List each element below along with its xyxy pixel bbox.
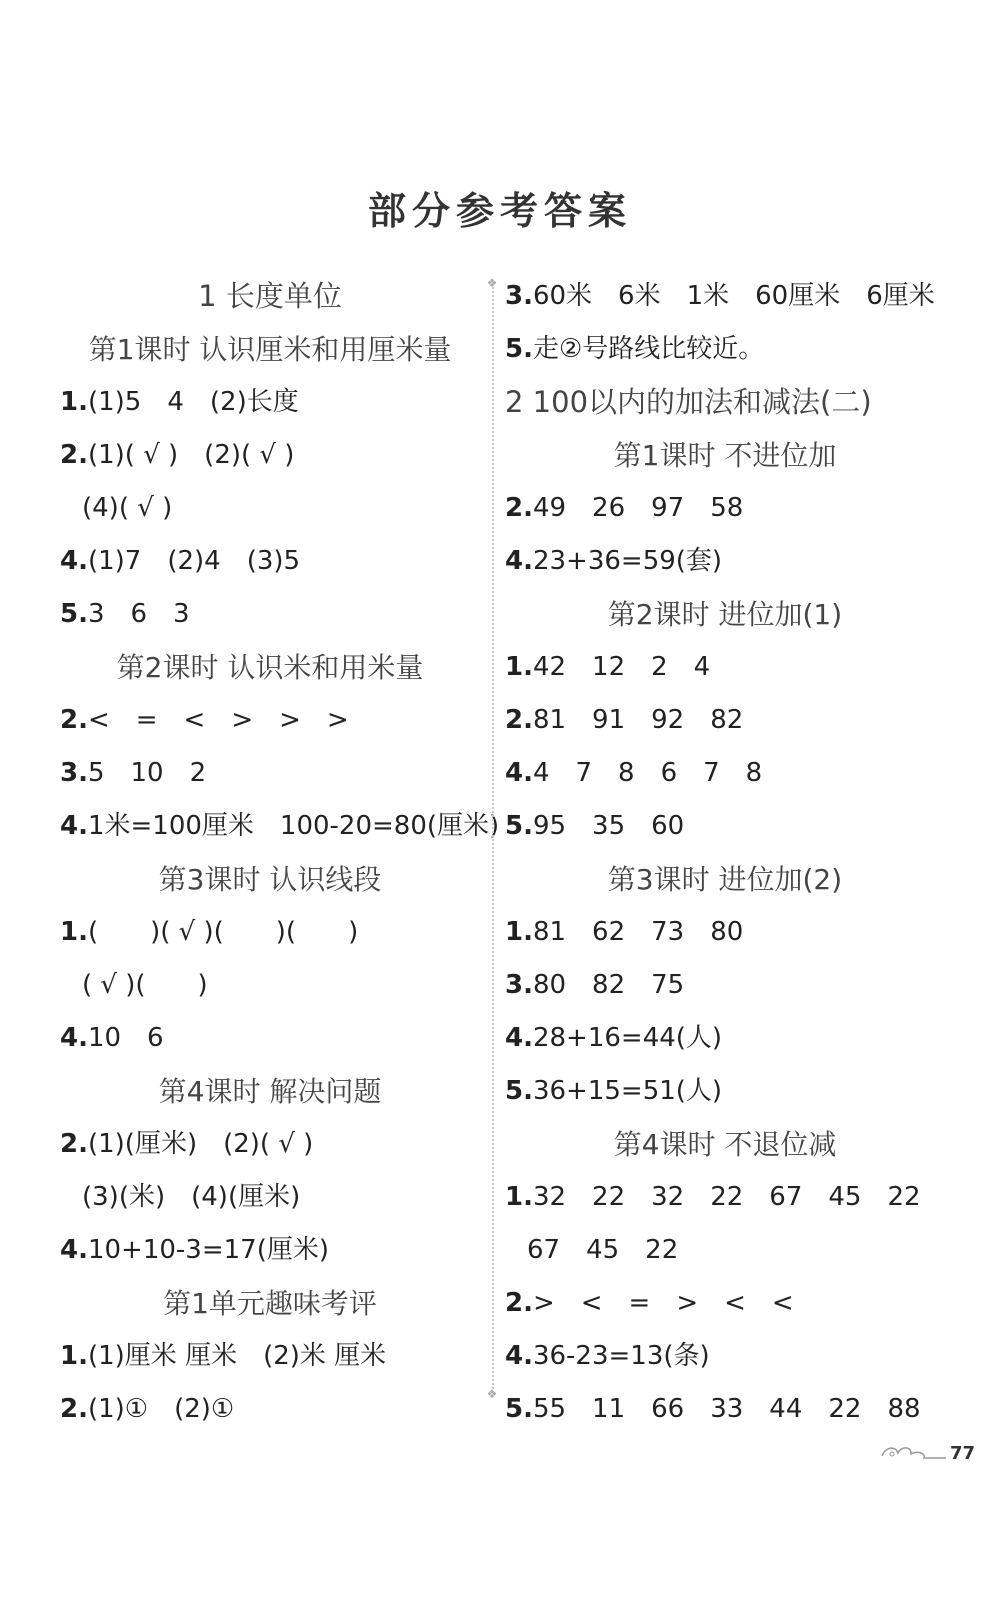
cloud-ornament-icon bbox=[878, 1440, 948, 1462]
answer-line bbox=[60, 694, 480, 747]
lesson-heading: 第3课时 认识线段 bbox=[158, 863, 382, 896]
lesson-heading: 第2课时 认识米和用米量 bbox=[116, 651, 424, 684]
answer-text: 32 22 32 22 67 45 22 bbox=[532, 1182, 921, 1212]
answer-line bbox=[60, 588, 480, 641]
question-number: 1. bbox=[505, 1182, 533, 1212]
answer-line bbox=[60, 800, 500, 853]
answer-line bbox=[60, 1224, 480, 1277]
answer-line bbox=[60, 1330, 480, 1383]
answer-text: 42 12 2 4 bbox=[532, 652, 711, 682]
question-number: 3. bbox=[505, 281, 533, 311]
answer-line bbox=[60, 906, 480, 959]
lesson-heading: 第4课时 不退位减 bbox=[613, 1128, 837, 1161]
question-number: 5. bbox=[505, 1394, 533, 1424]
question-number: 2. bbox=[60, 1394, 88, 1424]
lesson-heading: 第1单元趣味考评 bbox=[163, 1287, 377, 1320]
question-number: 4. bbox=[60, 811, 88, 841]
answer-line bbox=[505, 1065, 945, 1118]
answer-line bbox=[505, 270, 945, 323]
answer-text: 走②号路线比较近。 bbox=[532, 334, 765, 364]
page-title: 部分参考答案 bbox=[367, 188, 632, 233]
answer-text: 23+36=59(套) bbox=[532, 546, 723, 576]
question-number: 5. bbox=[505, 811, 533, 841]
lesson-heading: 第4课时 解决问题 bbox=[158, 1075, 382, 1108]
answer-line bbox=[60, 429, 480, 482]
answer-text: 3 6 3 bbox=[87, 599, 190, 629]
answer-line bbox=[505, 1012, 945, 1065]
section-title: 2 100以内的加法和减法(二) bbox=[505, 385, 872, 419]
answer-line bbox=[505, 482, 945, 535]
answer-line bbox=[505, 1277, 945, 1330]
answer-continuation: (4)( √ ) bbox=[82, 493, 173, 523]
answer-text: 81 91 92 82 bbox=[532, 705, 744, 735]
answer-text: > < = > < < bbox=[532, 1288, 794, 1318]
answer-text: 49 26 97 58 bbox=[532, 493, 744, 523]
question-number: 4. bbox=[505, 1341, 533, 1371]
answer-line bbox=[505, 800, 945, 853]
question-number: 2. bbox=[505, 1288, 533, 1318]
answer-line bbox=[60, 747, 480, 800]
answer-text: 1米=100厘米 100-20=80(厘米) bbox=[87, 811, 500, 841]
question-number: 2. bbox=[505, 493, 533, 523]
answer-text: 36-23=13(条) bbox=[532, 1341, 710, 1371]
question-number: 4. bbox=[60, 1235, 88, 1265]
answer-line bbox=[505, 747, 945, 800]
question-number: 3. bbox=[505, 970, 533, 1000]
answer-line bbox=[505, 906, 945, 959]
answer-line bbox=[505, 1330, 945, 1383]
question-number: 4. bbox=[505, 758, 533, 788]
question-number: 4. bbox=[505, 1023, 533, 1053]
answer-text: (1)7 (2)4 (3)5 bbox=[87, 546, 301, 576]
answer-text: 36+15=51(人) bbox=[532, 1076, 723, 1106]
question-number: 4. bbox=[60, 1023, 88, 1053]
question-number: 4. bbox=[505, 546, 533, 576]
answer-text: 10 6 bbox=[87, 1023, 164, 1053]
answer-line bbox=[60, 1012, 480, 1065]
left-column bbox=[60, 270, 500, 1436]
question-number: 4. bbox=[60, 546, 88, 576]
lesson-heading: 第1课时 认识厘米和用厘米量 bbox=[88, 333, 452, 366]
question-number: 1. bbox=[505, 917, 533, 947]
question-number: 1. bbox=[60, 387, 88, 417]
answer-text: (1)( √ ) (2)( √ ) bbox=[87, 440, 295, 470]
answer-text: 10+10-3=17(厘米) bbox=[87, 1235, 330, 1265]
question-number: 1. bbox=[60, 1341, 88, 1371]
question-number: 5. bbox=[505, 334, 533, 364]
question-number: 2. bbox=[60, 705, 88, 735]
answer-line bbox=[60, 1118, 480, 1171]
answer-text: 81 62 73 80 bbox=[532, 917, 744, 947]
answer-line bbox=[505, 1383, 945, 1436]
answer-line bbox=[60, 376, 480, 429]
answer-line bbox=[60, 1383, 480, 1436]
question-number: 2. bbox=[60, 1129, 88, 1159]
question-number: 5. bbox=[60, 599, 88, 629]
answer-continuation: (3)(米) (4)(厘米) bbox=[82, 1182, 301, 1212]
answer-text: ( )( √ )( )( ) bbox=[87, 917, 359, 947]
answer-continuation: ( √ )( ) bbox=[82, 970, 208, 1000]
lesson-heading: 第2课时 进位加(1) bbox=[607, 598, 843, 631]
answer-line bbox=[60, 535, 480, 588]
answer-line bbox=[505, 694, 945, 747]
answer-text: (1)厘米 厘米 (2)米 厘米 bbox=[87, 1341, 387, 1371]
question-number: 2. bbox=[505, 705, 533, 735]
answer-line bbox=[505, 641, 945, 694]
answer-continuation: 67 45 22 bbox=[527, 1235, 679, 1265]
question-number: 3. bbox=[60, 758, 88, 788]
answer-text: < = < > > > bbox=[87, 705, 349, 735]
answer-line bbox=[505, 1171, 945, 1224]
answer-text: (1)① (2)① bbox=[87, 1394, 235, 1424]
question-number: 5. bbox=[505, 1076, 533, 1106]
answer-text: 55 11 66 33 44 22 88 bbox=[532, 1394, 921, 1424]
answer-line bbox=[505, 959, 945, 1012]
answer-text: (1)5 4 (2)长度 bbox=[87, 387, 299, 417]
answer-text: 95 35 60 bbox=[532, 811, 685, 841]
answer-text: 5 10 2 bbox=[87, 758, 207, 788]
lesson-heading: 第3课时 进位加(2) bbox=[607, 863, 843, 896]
section-title: 1 长度单位 bbox=[198, 279, 342, 313]
answer-line bbox=[505, 535, 945, 588]
answer-text: 4 7 8 6 7 8 bbox=[532, 758, 763, 788]
question-number: 1. bbox=[505, 652, 533, 682]
question-number: 1. bbox=[60, 917, 88, 947]
answer-text: 28+16=44(人) bbox=[532, 1023, 723, 1053]
knot-icon: ❖ bbox=[486, 276, 498, 290]
answer-text: 80 82 75 bbox=[532, 970, 685, 1000]
lesson-heading: 第1课时 不进位加 bbox=[613, 439, 837, 472]
answer-text: 60米 6米 1米 60厘米 6厘米 bbox=[532, 281, 935, 311]
question-number: 2. bbox=[60, 440, 88, 470]
knot-icon: ❖ bbox=[486, 1387, 498, 1401]
answer-line bbox=[505, 323, 945, 376]
right-column bbox=[505, 270, 945, 1436]
page-number: 77 bbox=[949, 1443, 975, 1464]
column-divider bbox=[492, 283, 494, 1393]
answer-text: (1)(厘米) (2)( √ ) bbox=[87, 1129, 314, 1159]
